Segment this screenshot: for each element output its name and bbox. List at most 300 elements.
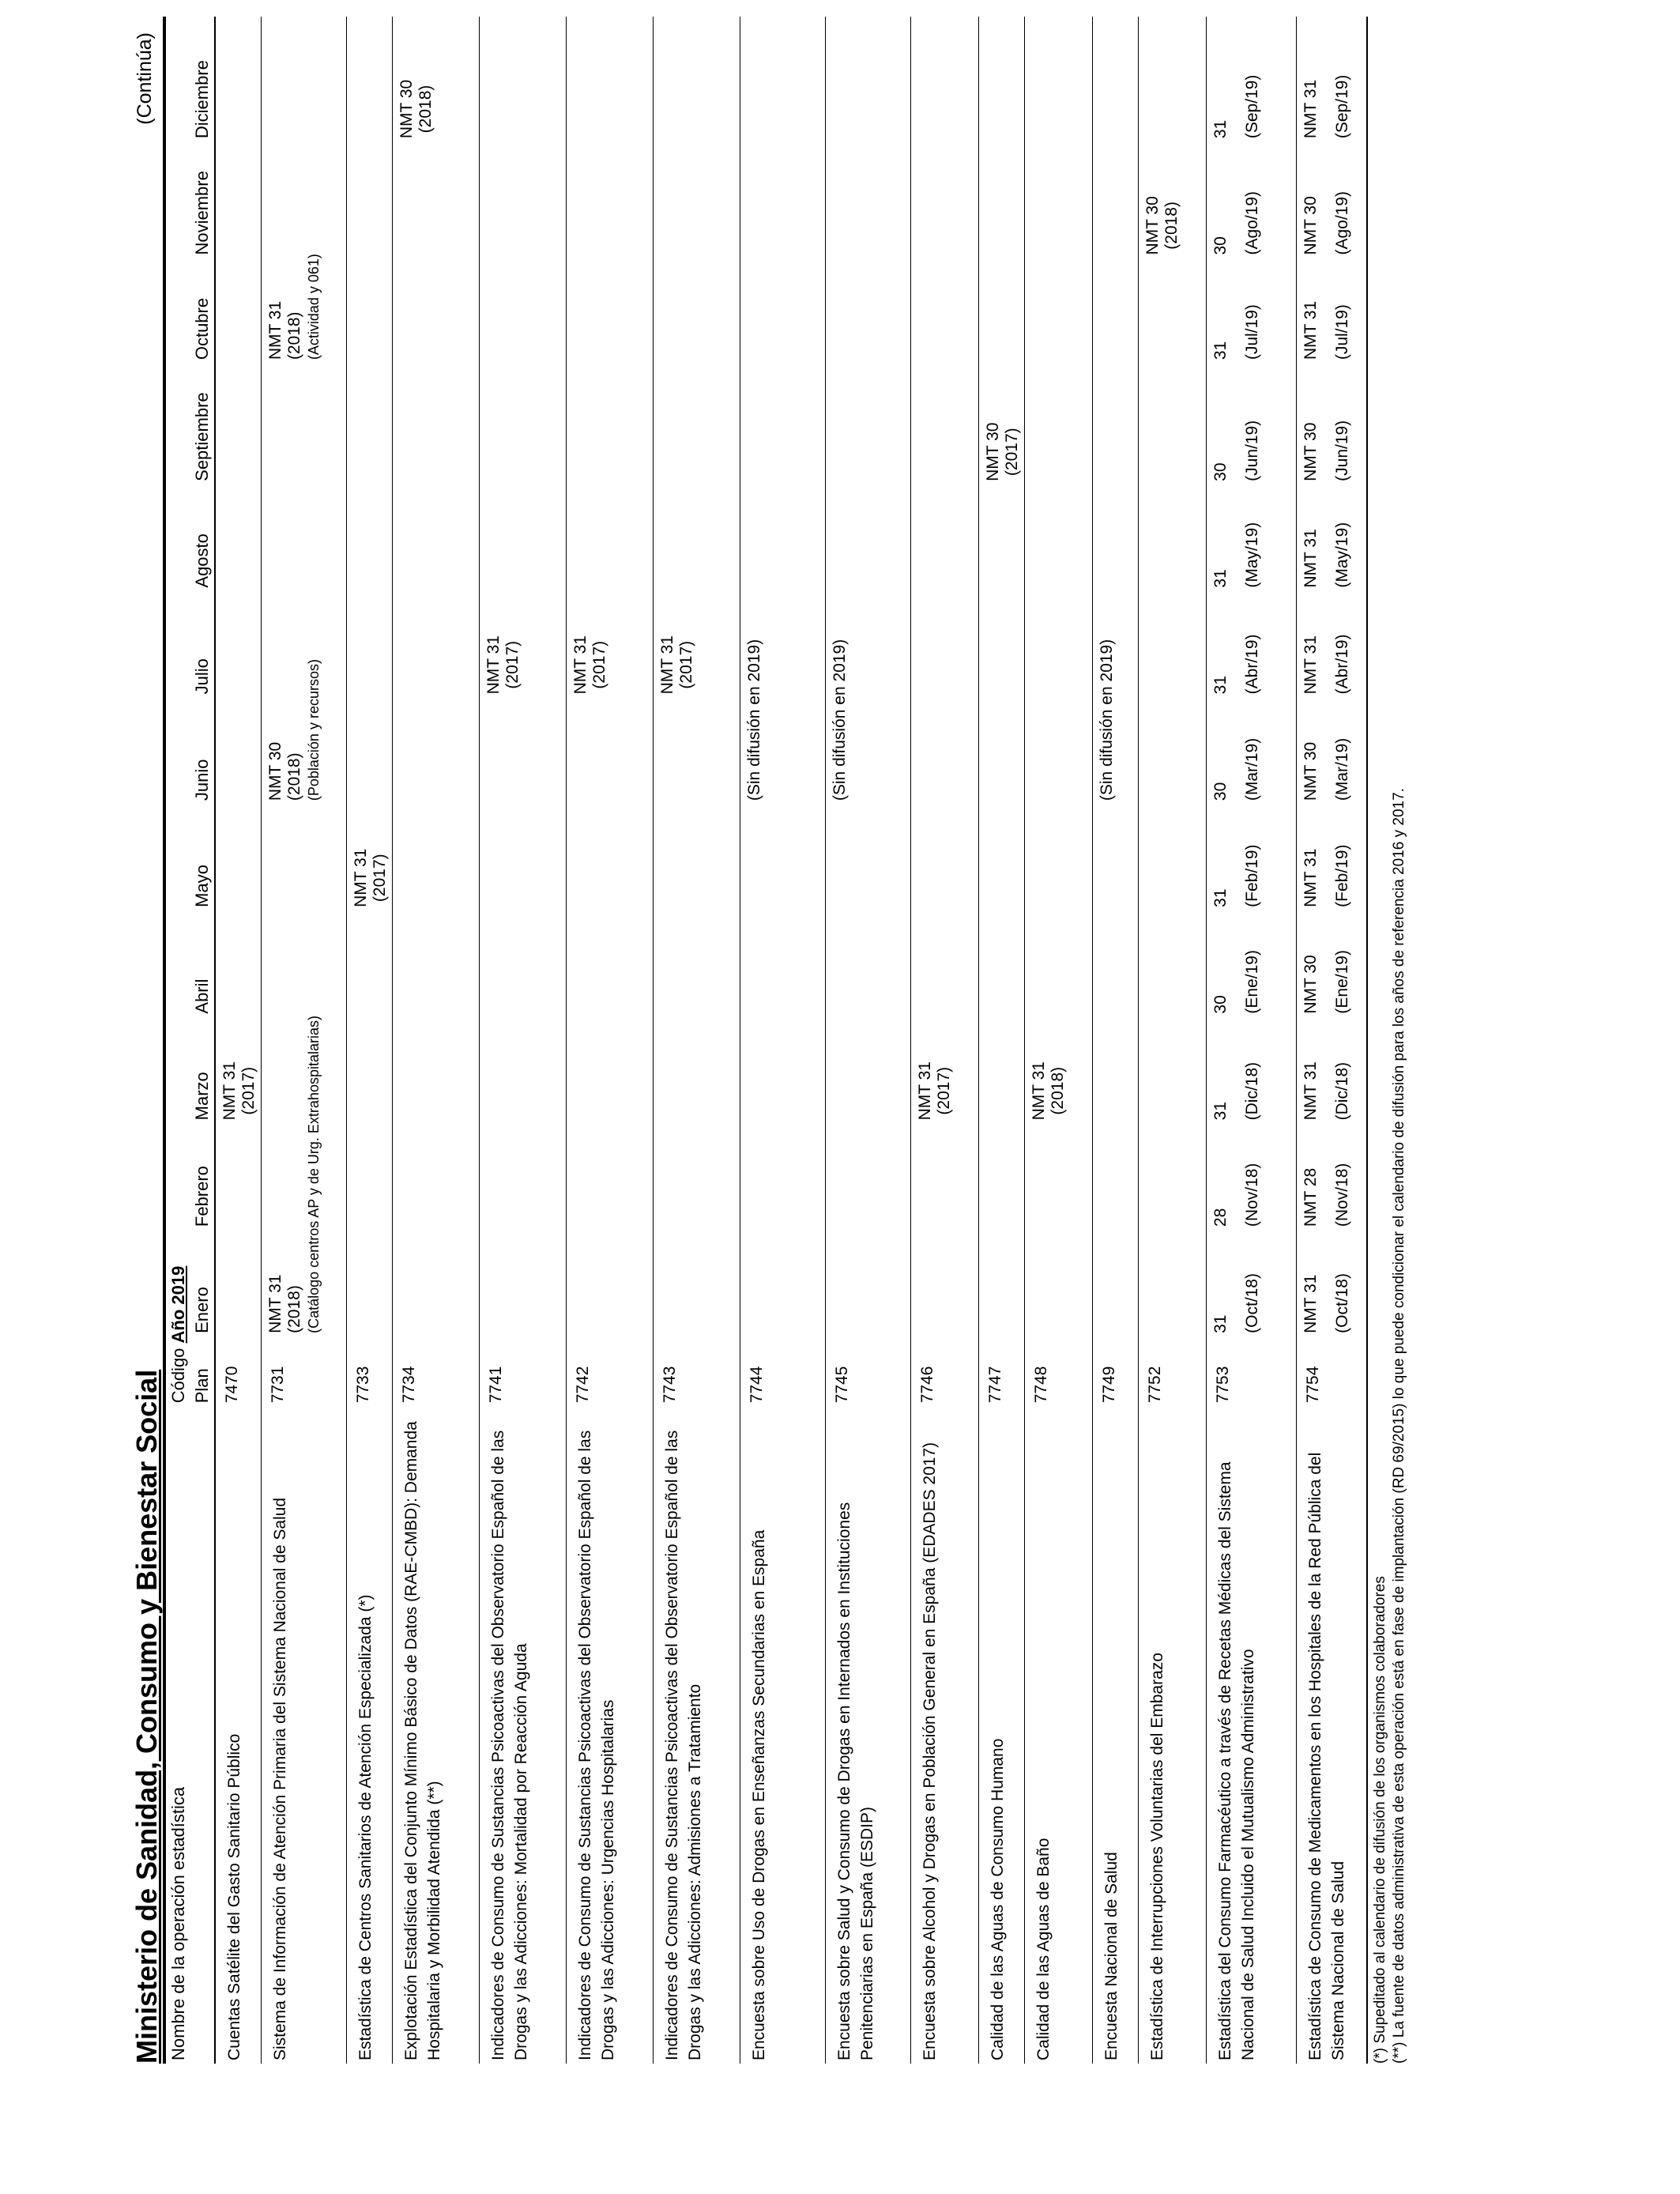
cell-sep bbox=[479, 363, 566, 484]
cell-ref: (Ago/19) bbox=[1332, 190, 1351, 255]
cell-value: NMT 30 bbox=[983, 422, 1002, 481]
operation-name: Calidad de las Aguas de Baño bbox=[1024, 1406, 1092, 2064]
cell-dic bbox=[479, 17, 566, 141]
cell-jun bbox=[392, 697, 479, 804]
cell-content bbox=[1301, 914, 1352, 1014]
plan-code: 7746 bbox=[910, 1336, 978, 1406]
calendar-table bbox=[167, 17, 1368, 2064]
cell-mar bbox=[740, 1017, 825, 1124]
cell-value: NMT 30 bbox=[1301, 955, 1320, 1014]
cell-ref: (Abr/19) bbox=[1242, 634, 1261, 695]
cell-dic bbox=[215, 17, 261, 141]
cell-nov bbox=[653, 141, 740, 258]
plan-code: 7752 bbox=[1138, 1336, 1206, 1406]
cell-feb bbox=[479, 1123, 566, 1230]
cell-feb bbox=[825, 1123, 910, 1230]
cell-feb bbox=[566, 1123, 653, 1230]
table-row bbox=[392, 17, 479, 2064]
continua-label: (Continúa) bbox=[134, 32, 156, 125]
title-row bbox=[130, 17, 162, 2064]
month-enero: Enero bbox=[190, 1230, 215, 1336]
cell-sep bbox=[1138, 363, 1206, 484]
cell-oct bbox=[740, 258, 825, 364]
footnotes bbox=[1368, 17, 1409, 2064]
cell-content bbox=[1211, 145, 1262, 254]
cell-ref: (Jul/19) bbox=[1242, 304, 1261, 360]
cell-dic bbox=[910, 17, 978, 141]
header-row-2 bbox=[190, 17, 215, 2064]
month-mayo: Mayo bbox=[190, 804, 215, 910]
plan-code: 7741 bbox=[479, 1336, 566, 1406]
cell-text: (Sin difusión en 2019) bbox=[1097, 639, 1116, 801]
cell-nov bbox=[978, 141, 1024, 258]
cell-content bbox=[984, 423, 1022, 481]
table-body bbox=[215, 17, 1367, 2064]
plan-code: 7753 bbox=[1206, 1336, 1296, 1406]
cell-abr bbox=[910, 910, 978, 1017]
cell-value: 31 bbox=[1211, 676, 1230, 695]
cell-oct bbox=[1092, 258, 1138, 364]
cell-jun bbox=[346, 697, 392, 804]
cell-nov bbox=[566, 141, 653, 258]
cell-nov bbox=[261, 141, 346, 258]
cell-oct bbox=[261, 254, 346, 364]
cell-value: NMT 30 bbox=[1301, 422, 1320, 481]
cell-content bbox=[1211, 594, 1262, 695]
cell-content bbox=[1211, 914, 1262, 1014]
cell-value: NMT 31 bbox=[1301, 79, 1320, 139]
cell-jul bbox=[653, 591, 740, 698]
cell-ago bbox=[910, 484, 978, 591]
cell-jun bbox=[1024, 697, 1092, 804]
operation-name: Estadística de Consumo de Medicamentos en los Hospitales de la Red Pública del Sistema Nacional de Salud bbox=[1296, 1406, 1367, 2064]
cell-ref: (2017) bbox=[590, 640, 608, 689]
cell-value: NMT 30 bbox=[1143, 196, 1162, 255]
cell-jul bbox=[1024, 591, 1092, 698]
operation-name: Encuesta Nacional de Salud bbox=[1092, 1406, 1138, 2064]
plan-code: 7731 bbox=[261, 1336, 346, 1406]
operation-name: Indicadores de Consumo de Sustancias Psicoactivas del Observatorio Español de las Drogas y las Adicciones: Mortalidad por Reacción Aguda bbox=[479, 1406, 566, 2064]
table-row bbox=[1296, 17, 1367, 2064]
cell-abr bbox=[653, 910, 740, 1017]
header-year: Año 2019 bbox=[168, 1265, 188, 1344]
header-plan: Plan bbox=[190, 1336, 215, 1406]
table-row bbox=[740, 17, 825, 2064]
cell-content bbox=[1211, 807, 1262, 907]
table-row bbox=[1206, 17, 1296, 2064]
cell-jun bbox=[1296, 697, 1367, 804]
month-octubre: Octubre bbox=[190, 258, 215, 364]
cell-value: NMT 31 bbox=[220, 1061, 239, 1121]
cell-jul bbox=[1296, 591, 1367, 698]
cell-feb bbox=[1024, 1123, 1092, 1230]
cell-content bbox=[1301, 700, 1352, 801]
cell-sep bbox=[1024, 363, 1092, 484]
plan-code: 7749 bbox=[1092, 1336, 1138, 1406]
cell-nov bbox=[479, 141, 566, 258]
cell-feb bbox=[910, 1123, 978, 1230]
cell-feb bbox=[740, 1123, 825, 1230]
operation-name: Indicadores de Consumo de Sustancias Psicoactivas del Observatorio Español de las Drogas y las Adicciones: Urgencias Hospitalarias bbox=[566, 1406, 653, 2064]
plan-code: 7754 bbox=[1296, 1336, 1367, 1406]
cell-jun bbox=[740, 639, 825, 804]
cell-oct bbox=[1138, 258, 1206, 364]
cell-oct bbox=[825, 258, 910, 364]
cell-ref: (Sep/19) bbox=[1242, 74, 1261, 139]
month-marzo: Marzo bbox=[190, 1017, 215, 1124]
cell-ago bbox=[1092, 484, 1138, 591]
cell-value: NMT 31 bbox=[1029, 1061, 1048, 1121]
cell-oct bbox=[1024, 258, 1092, 364]
table-row bbox=[346, 17, 392, 2064]
month-abril: Abril bbox=[190, 910, 215, 1017]
cell-may bbox=[1296, 804, 1367, 910]
cell-ago bbox=[1024, 484, 1092, 591]
plan-code: 7744 bbox=[740, 1336, 825, 1406]
cell-sep bbox=[740, 363, 825, 484]
cell-ref: (Jun/19) bbox=[1242, 420, 1261, 481]
cell-content bbox=[1301, 262, 1352, 360]
cell-feb bbox=[346, 1123, 392, 1230]
cell-sep bbox=[215, 363, 261, 484]
month-agosto: Agosto bbox=[190, 484, 215, 591]
cell-ref: (Oct/18) bbox=[1332, 1273, 1351, 1333]
month-diciembre: Diciembre bbox=[190, 17, 215, 141]
cell-mar bbox=[653, 1017, 740, 1124]
cell-ago bbox=[479, 484, 566, 591]
cell-ref: (Ene/19) bbox=[1332, 950, 1351, 1014]
cell-may bbox=[261, 804, 346, 910]
cell-ref: (2018) bbox=[284, 311, 303, 360]
cell-ref: (Dic/18) bbox=[1242, 1061, 1261, 1121]
cell-ene bbox=[215, 1230, 261, 1336]
cell-content bbox=[1211, 20, 1262, 138]
cell-ref: (Mar/19) bbox=[1242, 737, 1261, 801]
cell-oct bbox=[1296, 258, 1367, 364]
cell-ref: (2018) bbox=[284, 1285, 303, 1333]
cell-value: NMT 31 bbox=[351, 848, 370, 907]
cell-abr bbox=[261, 910, 346, 1017]
cell-mar bbox=[261, 1017, 346, 1124]
operation-name: Encuesta sobre Alcohol y Drogas en Población General en España (EDADES 2017) bbox=[910, 1406, 978, 2064]
cell-ene bbox=[479, 1230, 566, 1336]
cell-ref: (Oct/18) bbox=[1242, 1273, 1261, 1333]
operation-name: Estadística del Consumo Farmacéutico a través de Recetas Médicas del Sistema Nacional de Salud Incluido el Mutualismo Administrativo bbox=[1206, 1406, 1296, 2064]
cell-content bbox=[1030, 1061, 1068, 1120]
cell-jun bbox=[1092, 639, 1138, 804]
cell-ago bbox=[1296, 484, 1367, 591]
cell-ref: (Jun/19) bbox=[1332, 420, 1351, 481]
cell-dic bbox=[1138, 17, 1206, 141]
cell-oct bbox=[1206, 258, 1296, 364]
table-row bbox=[566, 17, 653, 2064]
cell-mar bbox=[392, 1017, 479, 1124]
cell-jun bbox=[978, 697, 1024, 804]
operation-name: Calidad de las Aguas de Consumo Humano bbox=[978, 1406, 1024, 2064]
plan-code: 7747 bbox=[978, 1336, 1024, 1406]
cell-dic bbox=[825, 17, 910, 141]
cell-feb bbox=[392, 1123, 479, 1230]
footnote-2: (**) La fuente de datos administrativa de esta operación está en fase de implantación (RD 69/2015) lo que puede condicionar el calendario de difusión para los años de referencia 2016 y 2017. bbox=[1391, 788, 1407, 2064]
cell-content bbox=[1301, 807, 1352, 907]
cell-jun bbox=[1206, 697, 1296, 804]
cell-may bbox=[825, 804, 910, 910]
cell-abr bbox=[1092, 910, 1138, 1017]
cell-jun bbox=[215, 697, 261, 804]
cell-may bbox=[740, 804, 825, 910]
page-content bbox=[130, 17, 1409, 2064]
cell-ago bbox=[825, 484, 910, 591]
cell-feb bbox=[215, 1123, 261, 1230]
cell-content bbox=[1211, 262, 1262, 360]
footnote-1: (*) Supeditado al calendario de difusión de los organismos colaboradores bbox=[1372, 1576, 1388, 2064]
cell-value: 31 bbox=[1211, 1314, 1230, 1333]
cell-content bbox=[658, 635, 696, 694]
cell-jun bbox=[1138, 697, 1206, 804]
cell-ref: (Ene/19) bbox=[1242, 950, 1261, 1014]
cell-content bbox=[1211, 366, 1262, 481]
cell-dic bbox=[261, 17, 346, 141]
cell-ene bbox=[1092, 1230, 1138, 1336]
cell-jul bbox=[392, 591, 479, 698]
operation-name: Cuentas Satélite del Gasto Sanitario Público bbox=[215, 1406, 261, 2064]
cell-feb bbox=[1206, 1123, 1296, 1230]
cell-abr bbox=[215, 910, 261, 1017]
cell-content bbox=[1301, 1020, 1352, 1121]
cell-oct bbox=[346, 258, 392, 364]
cell-mar bbox=[978, 1017, 1024, 1124]
table-row bbox=[479, 17, 566, 2064]
cell-feb bbox=[653, 1123, 740, 1230]
cell-jun bbox=[479, 697, 566, 804]
cell-content bbox=[1301, 594, 1352, 695]
cell-note: (Población y recursos) bbox=[305, 659, 322, 801]
cell-value: NMT 30 bbox=[397, 79, 416, 139]
cell-value: NMT 30 bbox=[1301, 196, 1320, 255]
table-row bbox=[978, 17, 1024, 2064]
cell-value: NMT 31 bbox=[657, 635, 676, 695]
cell-nov bbox=[1024, 141, 1092, 258]
cell-content bbox=[1211, 700, 1262, 801]
cell-ref: (2017) bbox=[676, 640, 695, 689]
cell-feb bbox=[261, 1123, 346, 1230]
cell-ref: (Mar/19) bbox=[1332, 737, 1351, 801]
cell-may bbox=[1138, 804, 1206, 910]
cell-ref: (Feb/19) bbox=[1242, 844, 1261, 907]
cell-abr bbox=[1138, 910, 1206, 1017]
cell-nov bbox=[1138, 141, 1206, 258]
cell-may bbox=[1206, 804, 1296, 910]
header-code-year bbox=[167, 1230, 190, 1406]
month-junio: Junio bbox=[190, 697, 215, 804]
month-julio: Julio bbox=[190, 591, 215, 698]
cell-ene bbox=[392, 1230, 479, 1336]
plan-code: 7470 bbox=[215, 1336, 261, 1406]
cell-ago bbox=[978, 484, 1024, 591]
operation-name: Sistema de Información de Atención Primaria del Sistema Nacional de Salud bbox=[261, 1406, 346, 2064]
cell-jul bbox=[910, 591, 978, 698]
operation-name: Estadística de Interrupciones Voluntarias del Embarazo bbox=[1138, 1406, 1206, 2064]
cell-dic bbox=[1206, 17, 1296, 141]
cell-content bbox=[220, 1061, 258, 1120]
plan-code: 7748 bbox=[1024, 1336, 1092, 1406]
cell-content bbox=[1211, 488, 1262, 588]
cell-content bbox=[1301, 1126, 1352, 1227]
cell-note: (Catálogo centros AP y de Urg. Extrahospitalarias) bbox=[305, 1016, 322, 1333]
cell-content bbox=[397, 80, 435, 138]
cell-ene bbox=[1024, 1230, 1092, 1336]
cell-content bbox=[266, 1016, 323, 1333]
cell-nov bbox=[1206, 141, 1296, 258]
cell-may bbox=[566, 804, 653, 910]
cell-ene bbox=[978, 1230, 1024, 1336]
cell-may bbox=[653, 804, 740, 910]
table-row bbox=[1092, 17, 1138, 2064]
cell-dic bbox=[1296, 17, 1367, 141]
cell-ref: (Jul/19) bbox=[1332, 304, 1351, 360]
cell-content bbox=[352, 849, 390, 907]
cell-nov bbox=[215, 141, 261, 258]
cell-ref: (Nov/18) bbox=[1242, 1163, 1261, 1227]
cell-sep bbox=[261, 363, 346, 484]
cell-dic bbox=[346, 17, 392, 141]
cell-abr bbox=[566, 910, 653, 1017]
cell-feb bbox=[1296, 1123, 1367, 1230]
cell-abr bbox=[978, 910, 1024, 1017]
table-row bbox=[1024, 17, 1092, 2064]
cell-nov bbox=[825, 141, 910, 258]
cell-ref: (Feb/19) bbox=[1332, 844, 1351, 907]
cell-jun bbox=[566, 697, 653, 804]
cell-value: NMT 30 bbox=[1301, 741, 1320, 801]
cell-abr bbox=[479, 910, 566, 1017]
month-septiembre: Septiembre bbox=[190, 363, 215, 484]
cell-jul bbox=[1206, 591, 1296, 698]
cell-ene bbox=[566, 1230, 653, 1336]
cell-mar bbox=[215, 1017, 261, 1124]
cell-mar bbox=[1206, 1017, 1296, 1124]
header-row-1 bbox=[167, 17, 190, 2064]
cell-value: NMT 31 bbox=[1301, 1274, 1320, 1333]
cell-jun bbox=[261, 659, 346, 804]
operation-name: Indicadores de Consumo de Sustancias Psicoactivas del Observatorio Español de las Drogas y las Adicciones: Admisiones a Tratamiento bbox=[653, 1406, 740, 2064]
cell-content bbox=[1301, 366, 1352, 481]
cell-nov bbox=[346, 141, 392, 258]
cell-value: NMT 31 bbox=[1301, 848, 1320, 907]
cell-feb bbox=[978, 1123, 1024, 1230]
cell-abr bbox=[1296, 910, 1367, 1017]
cell-ref: (Ago/19) bbox=[1242, 190, 1261, 255]
cell-content bbox=[916, 1061, 954, 1120]
cell-ene bbox=[653, 1230, 740, 1336]
cell-content bbox=[1301, 20, 1352, 138]
header-code: Código bbox=[168, 1348, 188, 1404]
cell-sep bbox=[653, 363, 740, 484]
cell-abr bbox=[346, 910, 392, 1017]
cell-mar bbox=[1024, 1017, 1092, 1124]
cell-ago bbox=[261, 484, 346, 591]
cell-ref: (2018) bbox=[416, 85, 435, 134]
cell-ref: (Dic/18) bbox=[1332, 1061, 1351, 1121]
cell-ago bbox=[740, 484, 825, 591]
cell-value: NMT 31 bbox=[266, 1274, 284, 1333]
header-name-col: Nombre de la operación estadística bbox=[168, 1786, 188, 2060]
cell-ago bbox=[346, 484, 392, 591]
cell-abr bbox=[740, 910, 825, 1017]
cell-may bbox=[1092, 804, 1138, 910]
cell-abr bbox=[825, 910, 910, 1017]
cell-value: 31 bbox=[1211, 569, 1230, 588]
cell-jul bbox=[346, 591, 392, 698]
cell-abr bbox=[1024, 910, 1092, 1017]
cell-content bbox=[1301, 1233, 1352, 1333]
cell-content bbox=[1211, 1020, 1262, 1121]
cell-content bbox=[484, 635, 522, 694]
cell-value: NMT 31 bbox=[1301, 300, 1320, 360]
cell-sep bbox=[978, 363, 1024, 484]
cell-text: (Sin difusión en 2019) bbox=[744, 639, 763, 801]
cell-note: (Actividad y 061) bbox=[305, 254, 322, 360]
cell-value: 30 bbox=[1211, 462, 1230, 481]
month-noviembre: Noviembre bbox=[190, 141, 215, 258]
cell-may bbox=[215, 804, 261, 910]
cell-oct bbox=[566, 258, 653, 364]
cell-sep bbox=[910, 363, 978, 484]
cell-may bbox=[346, 804, 392, 910]
cell-mar bbox=[910, 1017, 978, 1124]
cell-ene bbox=[910, 1230, 978, 1336]
cell-value: NMT 31 bbox=[266, 300, 284, 360]
cell-jul bbox=[261, 591, 346, 698]
cell-nov bbox=[740, 141, 825, 258]
cell-ref: (Sep/19) bbox=[1332, 74, 1351, 139]
cell-may bbox=[978, 804, 1024, 910]
cell-jul bbox=[566, 591, 653, 698]
operation-name: Encuesta sobre Uso de Drogas en Enseñanzas Secundarias en España bbox=[740, 1406, 825, 2064]
table-row bbox=[910, 17, 978, 2064]
table-row bbox=[1138, 17, 1206, 2064]
cell-ref: (2017) bbox=[239, 1066, 258, 1115]
table-row bbox=[653, 17, 740, 2064]
cell-mar bbox=[479, 1017, 566, 1124]
month-febrero: Febrero bbox=[190, 1123, 215, 1230]
cell-value: 31 bbox=[1211, 119, 1230, 139]
table-row bbox=[215, 17, 261, 2064]
cell-ene bbox=[346, 1230, 392, 1336]
cell-ref: (2017) bbox=[1002, 428, 1021, 477]
cell-oct bbox=[479, 258, 566, 364]
cell-ene bbox=[1138, 1230, 1206, 1336]
cell-dic bbox=[978, 17, 1024, 141]
cell-ene bbox=[825, 1230, 910, 1336]
cell-ref: (2017) bbox=[370, 854, 389, 903]
cell-may bbox=[479, 804, 566, 910]
cell-content bbox=[1301, 145, 1352, 254]
cell-sep bbox=[1206, 363, 1296, 484]
cell-mar bbox=[1092, 1017, 1138, 1124]
cell-content bbox=[266, 659, 323, 801]
plan-code: 7743 bbox=[653, 1336, 740, 1406]
cell-ene bbox=[261, 1016, 346, 1336]
cell-mar bbox=[1138, 1017, 1206, 1124]
cell-sep bbox=[825, 363, 910, 484]
cell-ref: (May/19) bbox=[1242, 522, 1261, 588]
cell-ref: (2018) bbox=[284, 752, 303, 801]
cell-content bbox=[571, 635, 609, 694]
operation-name: Explotación Estadística del Conjunto Mínimo Básico de Datos (RAE-CMBD): Demanda Hospitalaria y Morbilidad Atendida (**) bbox=[392, 1406, 479, 2064]
cell-value: 28 bbox=[1211, 1208, 1230, 1227]
cell-oct bbox=[392, 258, 479, 364]
